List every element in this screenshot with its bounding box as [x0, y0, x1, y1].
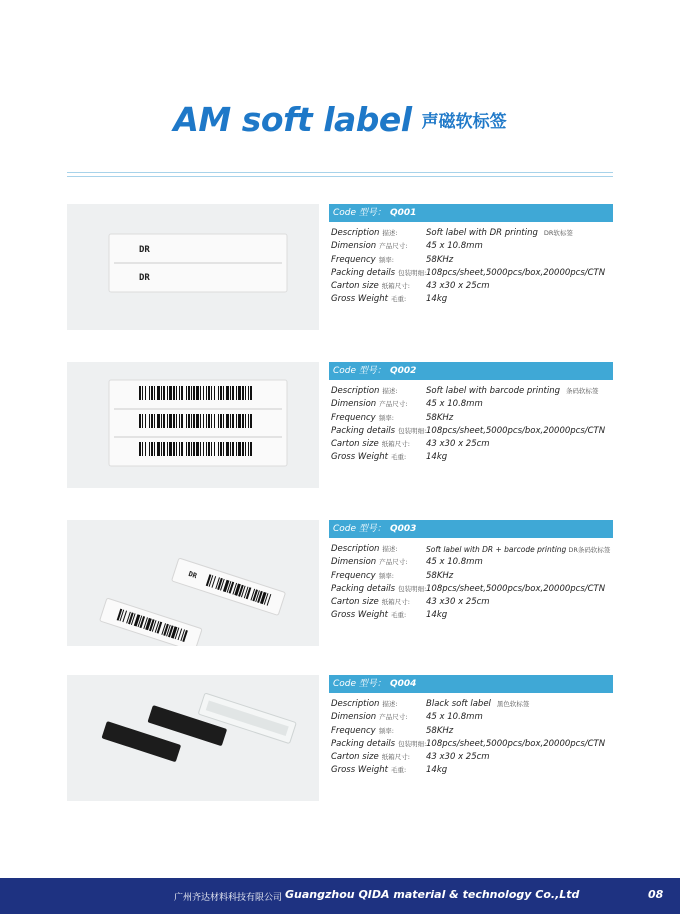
print-dr: DR — [187, 569, 198, 581]
barcode-stripe — [188, 386, 190, 400]
barcode-stripe — [167, 414, 168, 428]
barcode-stripe — [223, 414, 224, 428]
spec-description: Description 描述: Black soft label 黑色软标签 — [331, 699, 530, 709]
spec-dimension: Dimension 产品尺寸: 45 x 10.8mm — [331, 712, 483, 723]
barcode-stripe — [232, 414, 234, 428]
barcode-stripe — [248, 386, 249, 400]
barcode-stripe — [161, 442, 162, 456]
barcode-stripe — [154, 414, 155, 428]
barcode-stripe — [211, 414, 212, 428]
product-photo-q002 — [67, 362, 319, 488]
barcode-stripe — [208, 414, 210, 428]
spec-dimension: Dimension 产品尺寸: 45 x 10.8mm — [331, 241, 483, 252]
barcode-stripe — [157, 442, 160, 456]
barcode-stripe — [238, 386, 241, 400]
spec-dimension: Dimension 产品尺寸: 45 x 10.8mm — [331, 399, 483, 410]
barcode-stripe — [191, 442, 192, 456]
barcode-stripe — [173, 442, 175, 456]
barcode-stripe — [230, 442, 231, 456]
barcode-stripe — [223, 442, 224, 456]
product-code: Q001 — [389, 208, 417, 218]
product-q002 — [67, 362, 613, 488]
barcode-stripe — [169, 442, 172, 456]
footer — [0, 878, 680, 914]
barcode-stripe — [142, 414, 143, 428]
code-bar: Code 型号： Q003 — [329, 520, 613, 538]
footer-company-cn: 广州齐达材料科技有限公司 — [174, 893, 283, 903]
spec-carton: Carton size 纸箱尺寸: 43 x30 x 25cm — [331, 439, 490, 450]
barcode-stripe — [161, 386, 162, 400]
barcode-stripe — [139, 386, 141, 400]
barcode-stripe — [214, 386, 215, 400]
barcode-stripe — [203, 386, 204, 400]
barcode-stripe — [154, 442, 155, 456]
barcode-stripe — [200, 386, 201, 400]
code-bar: Code 型号： Q001 — [329, 204, 613, 222]
barcode-stripe — [139, 414, 141, 428]
barcode-stripe — [242, 414, 244, 428]
product-info-q002 — [329, 362, 613, 465]
barcode-stripe — [157, 386, 160, 400]
barcode-stripe — [230, 386, 231, 400]
spec-weight: Gross Weight 毛重: 14kg — [331, 610, 448, 621]
barcode-stripe — [149, 414, 150, 428]
barcode-stripe — [142, 442, 143, 456]
barcode-stripe — [214, 414, 215, 428]
footer-company-en: Guangzhou QIDA material & technology Co.,Ltd — [285, 888, 580, 901]
barcode-stripe — [218, 414, 219, 428]
barcode-stripe — [196, 442, 199, 456]
barcode-stripe — [191, 414, 192, 428]
code-bar: Code 型号： Q004 — [329, 675, 613, 693]
barcode-stripe — [211, 386, 212, 400]
product-q004 — [67, 675, 613, 801]
barcode-stripe — [220, 386, 222, 400]
barcode-stripe — [142, 386, 143, 400]
barcode-stripe — [154, 386, 155, 400]
barcode-stripe — [151, 414, 153, 428]
product-code: Q002 — [389, 366, 417, 376]
barcode-stripe — [163, 414, 165, 428]
barcode-stripe — [157, 414, 160, 428]
barcode-stripe — [250, 414, 252, 428]
barcode-stripe — [242, 386, 244, 400]
barcode-stripe — [149, 442, 150, 456]
product-code: Q004 — [389, 679, 417, 689]
barcode-stripe — [181, 414, 183, 428]
barcode-stripe — [176, 442, 177, 456]
product-photo-q001 — [67, 204, 319, 330]
barcode-stripe — [179, 386, 180, 400]
barcode-stripe — [208, 386, 210, 400]
barcode-stripe — [163, 386, 165, 400]
title-cn: 声磁软标签 — [421, 112, 507, 132]
barcode-stripe — [179, 414, 180, 428]
barcode-stripe — [206, 414, 207, 428]
barcode-stripe — [220, 442, 222, 456]
code-bar: Code 型号： Q002 — [329, 362, 613, 380]
barcode-stripe — [181, 386, 183, 400]
barcode-stripe — [232, 386, 234, 400]
barcode-stripe — [169, 386, 172, 400]
barcode-stripe — [214, 442, 215, 456]
barcode-stripe — [218, 386, 219, 400]
spec-frequency: Frequency 频率: 58KHz — [331, 725, 454, 736]
product-q003 — [67, 520, 613, 646]
barcode-stripe — [191, 386, 192, 400]
barcode-stripe — [250, 442, 252, 456]
print-dr-2: DR — [139, 273, 150, 283]
spec-carton: Carton size 纸箱尺寸: 43 x30 x 25cm — [331, 281, 490, 292]
barcode-stripe — [145, 414, 146, 428]
barcode-stripe — [151, 442, 153, 456]
barcode-stripe — [245, 442, 246, 456]
spec-packing: Packing details 包装明细: 108pcs/sheet,5000pcs/box,20000pcs/CTN — [331, 425, 606, 436]
product-info-q001 — [329, 204, 613, 307]
spec-dimension: Dimension 产品尺寸: 45 x 10.8mm — [331, 557, 483, 568]
spec-carton: Carton size 纸箱尺寸: 43 x30 x 25cm — [331, 597, 490, 608]
barcode-stripe — [167, 386, 168, 400]
barcode-stripe — [203, 414, 204, 428]
barcode-stripe — [245, 386, 246, 400]
barcode-stripe — [145, 386, 146, 400]
spec-description: Description 描述: Soft label with DR + barcode printing DR条码软标签 — [331, 544, 611, 554]
barcode-stripe — [149, 386, 150, 400]
barcode-stripe — [151, 386, 153, 400]
spec-packing: Packing details 包装明细: 108pcs/sheet,5000pcs/box,20000pcs/CTN — [331, 583, 606, 594]
barcode-stripe — [230, 414, 231, 428]
barcode-stripe — [220, 414, 222, 428]
print-dr-1: DR — [139, 245, 150, 255]
barcode-stripe — [238, 414, 241, 428]
barcode-stripe — [203, 442, 204, 456]
barcode-stripe — [236, 414, 237, 428]
barcode-stripe — [226, 414, 229, 428]
barcode-stripe — [186, 386, 187, 400]
barcode-stripe — [193, 386, 195, 400]
barcode-stripe — [248, 442, 249, 456]
barcode-stripe — [163, 442, 165, 456]
product-photo-q003 — [67, 520, 319, 646]
spec-packing: Packing details 包装明细: 108pcs/sheet,5000pcs/box,20000pcs/CTN — [331, 738, 606, 749]
barcode-stripe — [145, 442, 146, 456]
barcode-stripe — [181, 442, 183, 456]
product-info-q004 — [329, 675, 613, 778]
barcode-stripe — [236, 386, 237, 400]
barcode-stripe — [167, 442, 168, 456]
barcode-stripe — [139, 442, 141, 456]
spec-weight: Gross Weight 毛重: 14kg — [331, 452, 448, 463]
barcode-stripe — [186, 442, 187, 456]
barcode-stripe — [179, 442, 180, 456]
barcode-stripe — [161, 414, 162, 428]
spec-frequency: Frequency 频率: 58KHz — [331, 412, 454, 423]
product-info-q003 — [329, 520, 613, 623]
barcode-stripe — [193, 442, 195, 456]
barcode-stripe — [238, 442, 241, 456]
barcode-stripe — [169, 414, 172, 428]
barcode-stripe — [188, 442, 190, 456]
dr-barcode-label-image — [67, 520, 319, 646]
black-label-image — [67, 675, 319, 801]
barcode-stripe — [188, 414, 190, 428]
barcode-stripe — [173, 386, 175, 400]
product-q001 — [67, 204, 613, 330]
barcode-stripe — [245, 414, 246, 428]
spec-carton: Carton size 纸箱尺寸: 43 x30 x 25cm — [331, 752, 490, 763]
barcode-stripe — [232, 442, 234, 456]
barcode-stripe — [200, 414, 201, 428]
barcode-stripe — [223, 386, 224, 400]
spec-packing: Packing details 包装明细: 108pcs/sheet,5000pcs/box,20000pcs/CTN — [331, 267, 606, 278]
dr-label-image — [67, 204, 319, 330]
barcode-stripe — [186, 414, 187, 428]
title-rule-top — [67, 172, 613, 173]
barcode-stripe — [250, 386, 252, 400]
title-en: AM soft label — [173, 100, 412, 139]
spec-frequency: Frequency 频率: 58KHz — [331, 570, 454, 581]
barcode-stripe — [176, 414, 177, 428]
spec-frequency: Frequency 频率: 58KHz — [331, 254, 454, 265]
barcode-stripe — [176, 386, 177, 400]
barcode-stripe — [173, 414, 175, 428]
barcode-stripe — [200, 442, 201, 456]
barcode-stripe — [211, 442, 212, 456]
barcode-stripe — [196, 414, 199, 428]
barcode-stripe — [226, 442, 229, 456]
spec-weight: Gross Weight 毛重: 14kg — [331, 294, 448, 305]
barcode-stripe — [206, 386, 207, 400]
spec-weight: Gross Weight 毛重: 14kg — [331, 765, 448, 776]
barcode-stripe — [226, 386, 229, 400]
barcode-stripe — [218, 442, 219, 456]
spec-description: Description 描述: Soft label with DR printing DR软标签 — [331, 228, 573, 238]
page-title — [0, 100, 680, 139]
title-rule-bottom — [67, 176, 613, 177]
barcode-stripe — [206, 442, 207, 456]
barcode-label-image — [67, 362, 319, 488]
product-code: Q003 — [389, 524, 417, 534]
barcode-stripe — [242, 442, 244, 456]
barcode-stripe — [236, 442, 237, 456]
page-number: 08 — [648, 888, 664, 901]
spec-description: Description 描述: Soft label with barcode printing 条码软标签 — [331, 386, 599, 396]
barcode-stripe — [193, 414, 195, 428]
product-photo-q004 — [67, 675, 319, 801]
barcode-stripe — [196, 386, 199, 400]
barcode-stripe — [248, 414, 249, 428]
barcode-stripe — [208, 442, 210, 456]
